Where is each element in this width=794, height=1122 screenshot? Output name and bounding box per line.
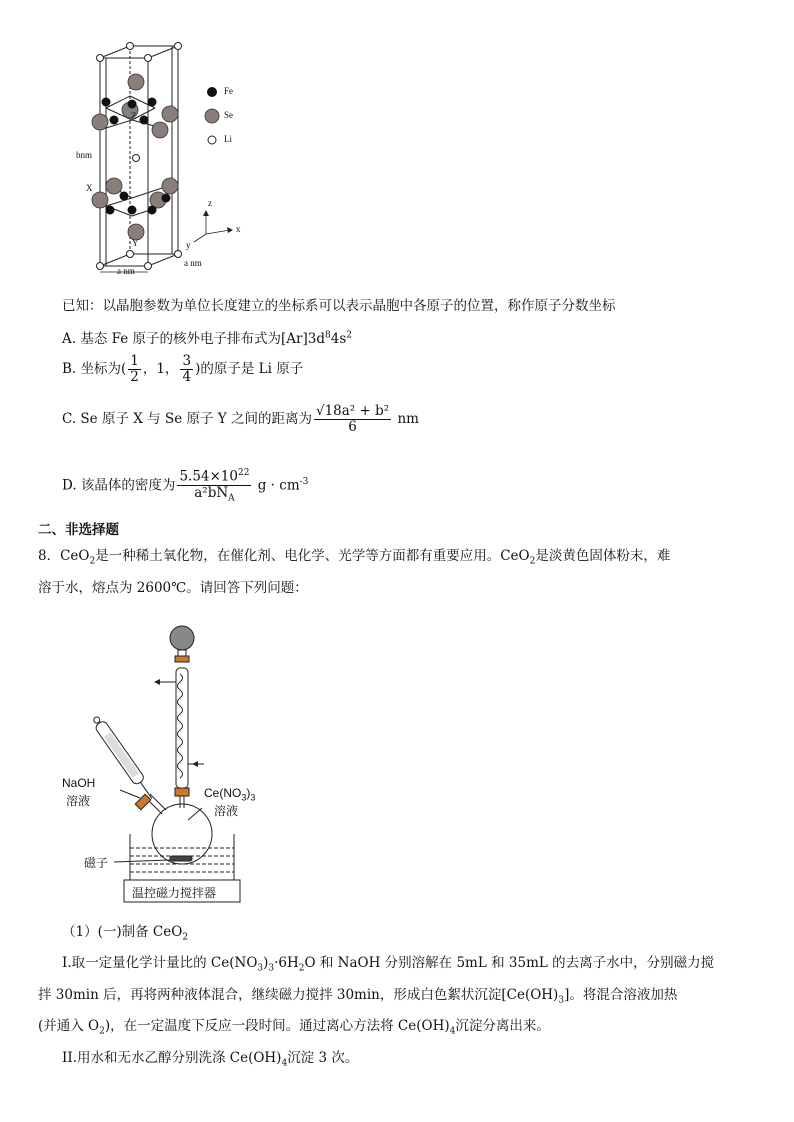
stir-bar-label: 磁子 (84, 856, 109, 870)
cerium-solution-label: 溶液 (214, 804, 239, 818)
step-1-line-3: (并通入 $O_2$)，在一定温度下反应一段时间。通过离心方法将 $Ce(OH)_4$沉淀分离出来。 (38, 1018, 550, 1037)
step-1-line-2: 拌 30min 后，再将两种液体混合，继续磁力搅拌 30min，形成白色絮状沉淀$[Ce(OH)_3]$。将混合溶液加热 (38, 987, 678, 1006)
fraction-one-half: $\frac{1}{2}$ (130, 353, 139, 385)
step-1-line-1: I.取一定量化学计量比的 $Ce(NO_3)_3\cdot 6H_2O$ 和 NaOH 分别溶解在 5mL 和 35mL 的去离子水中，分别磁力搅 (62, 955, 715, 974)
option-c: C. Se 原子 X 与 Se 原子 Y 之间的距离为 $\frac{\text{√18a² + b²}}{6}$ nm (62, 403, 419, 435)
option-d: D. 该晶体的密度为 $\frac{5.54\times 10^{22}}{a^2bN_A}$ $g \cdot cm^{-3}$ (62, 466, 308, 506)
axis-z-label: z (208, 198, 212, 208)
fraction-three-quarters: $\frac{3}{4}$ (182, 353, 192, 385)
axis-x-label: x (236, 224, 241, 234)
part-1-heading: （1）(一)制备 CeO$_2$ (62, 924, 189, 943)
naoh-label: NaOH (62, 776, 96, 790)
option-a: A. 基态 Fe 原子的核外电子排布式为$[Ar]3d^84s^2$ (62, 330, 352, 347)
known-statement: 已知：以晶胞参数为单位长度建立的坐标系可以表示晶胞中各原子的位置，称作原子分数坐标 (62, 298, 616, 314)
legend-se-label: Se (224, 110, 233, 120)
label-a-nm-side: a nm (184, 258, 202, 268)
naoh-solution-label: 溶液 (66, 794, 91, 808)
distance-fraction: $\frac{\text{√18a² + b²}}{6}$ (315, 403, 390, 435)
atom-z-label: Z (131, 111, 137, 121)
magnetic-stirrer-label: 温控磁力搅拌器 (132, 886, 217, 900)
density-fraction: $\frac{5.54\times 10^{22}}{a^2bN_A}$ (179, 468, 250, 504)
label-b-nm: bnm (76, 150, 93, 160)
label-a-nm-bottom: a nm (117, 266, 135, 276)
apparatus-diagram (80, 612, 280, 908)
axis-y-label: y (186, 240, 191, 250)
question-8-line-1: 8．CeO$_2$是一种稀土氧化物，在催化剂、电化学、光学等方面都有重要应用。CeO$_2$是淡黄色固体粉末，难 (38, 548, 671, 567)
legend-fe-label: Fe (224, 86, 233, 96)
section-heading: 二、非选择题 (38, 522, 119, 538)
question-8-line-2: 溶于水，熔点为 2600℃。请回答下列问题： (38, 580, 308, 596)
cerium-nitrate-label: $Ce(NO_3)_3$ (204, 786, 256, 803)
step-2-line: II.用水和无水乙醇分别洗涤 $Ce(OH)_4$沉淀 3 次。 (62, 1050, 359, 1069)
option-b: B. 坐标为( $\frac{1}{2}$ ，1， $\frac{3}{4}$ )的原子是 Li 原子 (62, 353, 304, 385)
crystal-cell-diagram (70, 38, 280, 278)
atom-x-label: X (86, 183, 93, 193)
atom-y-label: Y (132, 238, 139, 248)
legend-li-label: Li (224, 134, 232, 144)
